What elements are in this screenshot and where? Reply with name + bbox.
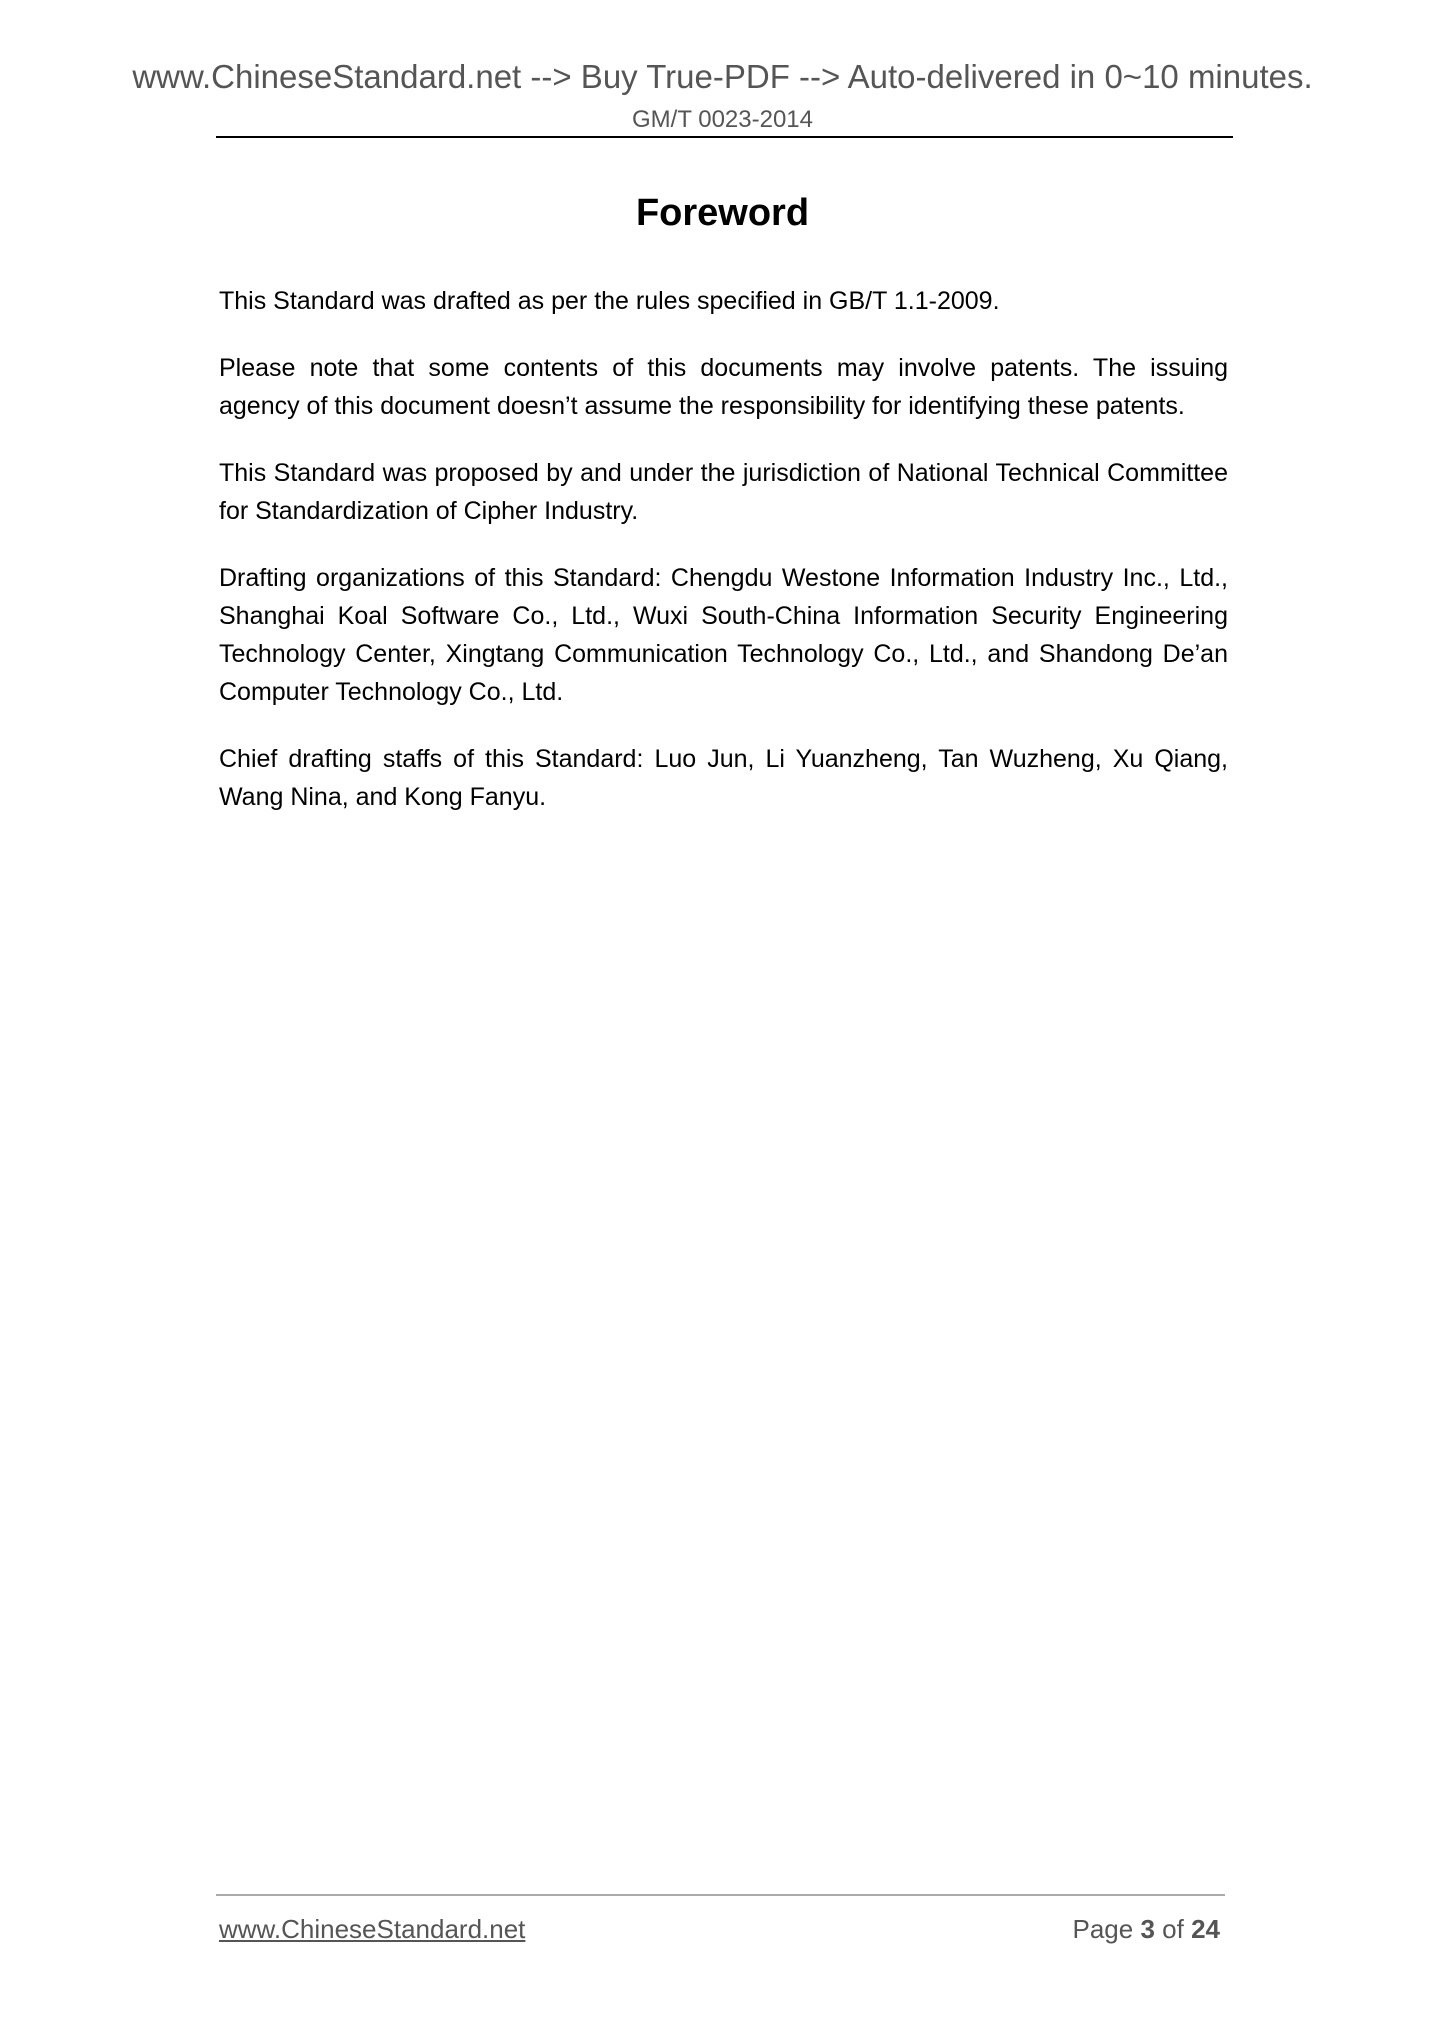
- page-title: Foreword: [635, 192, 810, 234]
- page-number: [1020, 1914, 1220, 1945]
- paragraph: Drafting organizations of this Standard: Chengdu Westone Information Industry Inc., Ltd., Shanghai Koal Software Co., Ltd., Wuxi South-China Information Security Engineering Technology Center, Xingtang Communication Technology Co., Ltd., and Shandong De’an Computer Technology Co., Ltd.: [219, 564, 1228, 706]
- footer-website-link[interactable]: www.ChineseStandard.net: [219, 1914, 526, 1944]
- footer-divider: [216, 1894, 1225, 1896]
- page-of: of: [1162, 1914, 1184, 1944]
- doc-code: GM/T 0023-2014: [632, 106, 813, 133]
- page-prefix: Page: [1072, 1914, 1134, 1944]
- body-text: [219, 282, 1228, 845]
- page-total: 24: [1191, 1914, 1220, 1944]
- paragraph: Chief drafting staffs of this Standard: Luo Jun, Li Yuanzheng, Tan Wuzheng, Xu Qiang, Wang Nina, and Kong Fanyu.: [219, 745, 1228, 811]
- header-banner: www.ChineseStandard.net --> Buy True-PDF --> Auto-delivered in 0~10 minutes.: [132, 58, 1313, 95]
- header-divider: [216, 136, 1233, 138]
- paragraph: Please note that some contents of this documents may involve patents. The issuing agency of this document doesn’t assume the responsibility for identifying these patents.: [219, 354, 1228, 420]
- page-current: 3: [1140, 1914, 1155, 1944]
- paragraph: This Standard was drafted as per the rules specified in GB/T 1.1-2009.: [219, 287, 1000, 315]
- paragraph: This Standard was proposed by and under the jurisdiction of National Technical Committee for Standardization of Cipher Industry.: [219, 459, 1228, 525]
